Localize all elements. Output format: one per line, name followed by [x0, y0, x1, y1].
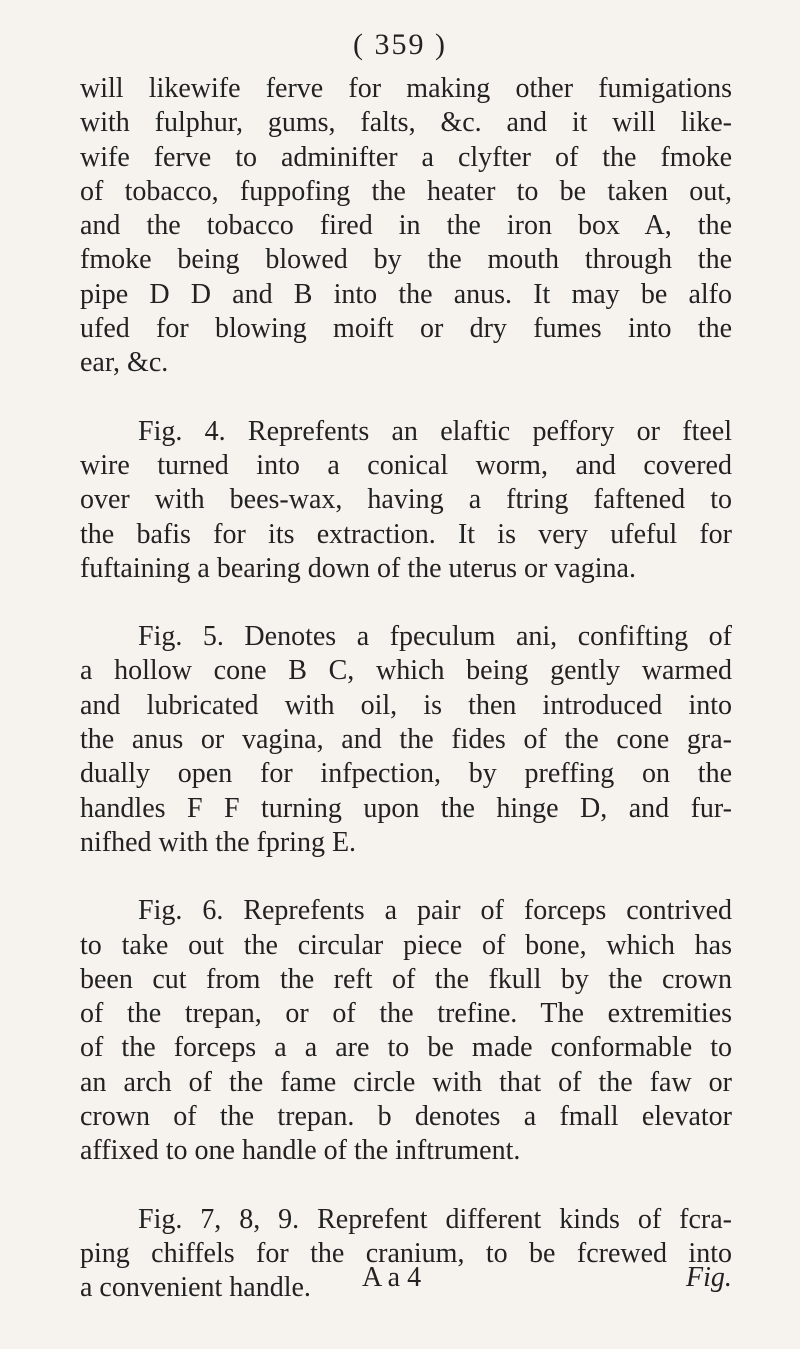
text-line: fmoke being blowed by the mouth through the	[80, 244, 732, 276]
text-line: over with bees-wax, having a ftring faftened to	[80, 484, 732, 516]
text-line: pipe D D and B into the anus. It may be alfo	[80, 278, 732, 310]
page-number-header: ( 359 )	[353, 28, 447, 61]
text-line: of the forceps a a are to be made conformable to	[80, 1032, 732, 1064]
body-text	[80, 72, 732, 1306]
page-footer	[0, 1262, 800, 1302]
paragraph	[80, 894, 732, 1168]
text-line: nifhed with the fpring E.	[80, 826, 357, 858]
text-line: ufed for blowing moift or dry fumes into the	[80, 313, 732, 345]
text-line: affixed to one handle of the inftrument.	[80, 1135, 521, 1167]
text-line: Fig. 6. Reprefents a pair of forceps contrived	[138, 895, 732, 927]
text-line: dually open for infpection, by preffing on the	[80, 758, 732, 790]
paragraph-gap	[80, 1169, 732, 1203]
text-line: wife ferve to adminifter a clyfter of the fmoke	[80, 141, 732, 173]
text-line: and lubricated with oil, is then introduced into	[80, 689, 732, 721]
paragraph-gap	[80, 381, 732, 415]
text-line: ping chiffels for the cranium, to be fcrewed into	[80, 1237, 732, 1269]
text-line: Fig. 4. Reprefents an elaftic peffory or fteel	[138, 415, 732, 447]
text-line: an arch of the fame circle with that of the faw or	[80, 1066, 732, 1098]
text-line: and the tobacco fired in the iron box A, the	[80, 210, 732, 242]
paragraph	[80, 72, 732, 381]
paragraph	[80, 620, 732, 860]
text-line: ear, &c.	[80, 347, 169, 379]
text-line: handles F F turning upon the hinge D, and fur-	[80, 792, 732, 824]
text-line: a hollow cone B C, which being gently warmed	[80, 655, 732, 687]
text-line: a convenient handle.	[80, 1272, 311, 1304]
text-line: to take out the circular piece of bone, which has	[80, 929, 732, 961]
catchword: Fig.	[686, 1262, 732, 1293]
text-line: Fig. 7, 8, 9. Reprefent different kinds of fcra-	[138, 1203, 732, 1235]
text-line: the bafis for its extraction. It is very ufeful for	[80, 518, 732, 550]
text-line: crown of the trepan. b denotes a fmall elevator	[80, 1101, 732, 1133]
paragraph-gap	[80, 586, 732, 620]
paragraph	[80, 415, 732, 586]
text-line: Fig. 5. Denotes a fpeculum ani, confifting of	[138, 621, 732, 653]
text-line: will likewife ferve for making other fumigations	[80, 73, 732, 104]
text-line: been cut from the reft of the fkull by the crown	[80, 963, 732, 995]
signature-mark: A a 4	[362, 1262, 422, 1293]
text-line: the anus or vagina, and the fides of the cone gra-	[80, 724, 732, 756]
text-line: of the trepan, or of the trefine. The extremities	[80, 998, 732, 1030]
text-line: wire turned into a conical worm, and covered	[80, 449, 732, 481]
text-line: of tobacco, fuppofing the heater to be taken out,	[80, 175, 732, 207]
text-line: with fulphur, gums, falts, &c. and it will like-	[80, 107, 732, 139]
paragraph-gap	[80, 860, 732, 894]
text-line: fuftaining a bearing down of the uterus or vagina.	[80, 552, 636, 584]
